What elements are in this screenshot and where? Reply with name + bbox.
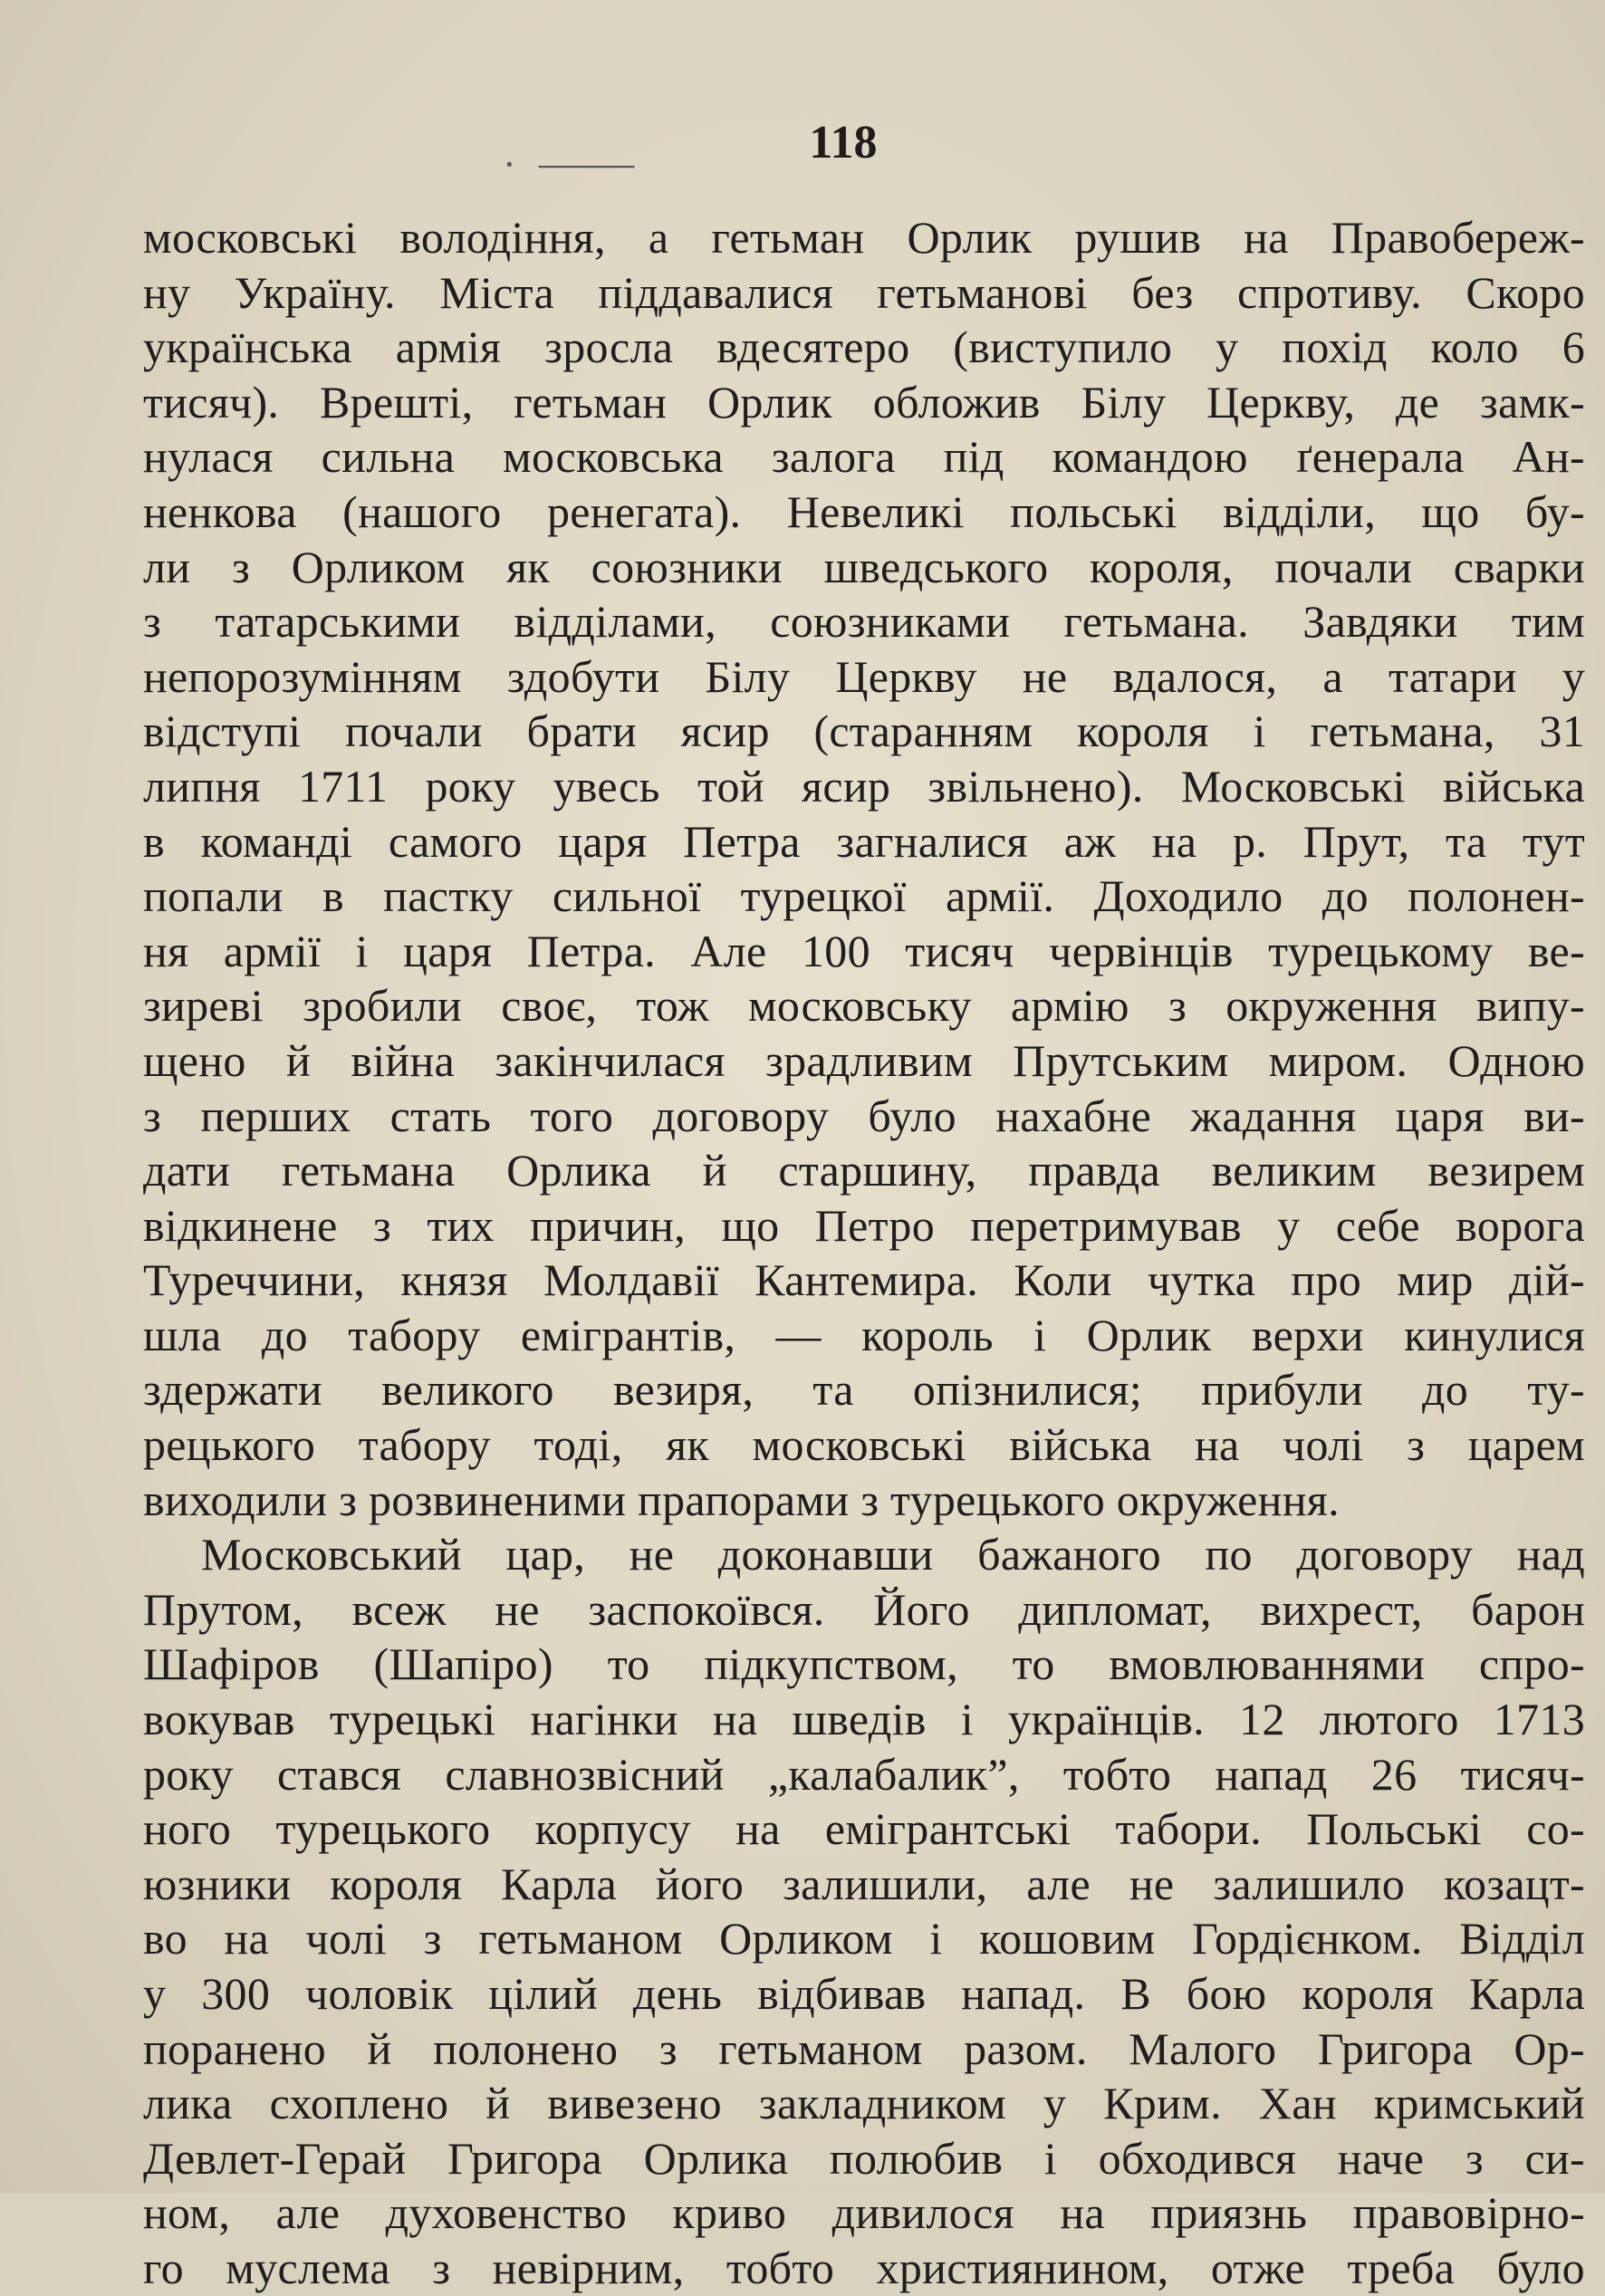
text-line: московські володіння, а гетьман Орлик рушив на Правобереж- — [143, 212, 1585, 263]
text-line: го муслема з невірним, тобто християнином, отже треба було — [143, 2242, 1585, 2293]
text-line: попали в пастку сильної турецкої армії. Доходило до полонен- — [143, 870, 1585, 922]
body-text — [143, 210, 1585, 2296]
text-line: здержати великого везиря, та опізнилися; прибули до ту- — [143, 1364, 1585, 1416]
text-line: Туреччини, князя Молдавії Кантемира. Коли чутка про мир дій- — [143, 1254, 1585, 1306]
text-line: з перших стать того договору було нахабне жадання царя ви- — [143, 1090, 1585, 1141]
text-line: Шафіров (Шапіро) то підкупством, то вмовлюваннями спро- — [143, 1638, 1585, 1690]
text-line: відкинене з тих причин, що Петро перетримував у себе ворога — [143, 1199, 1585, 1251]
text-line: непорозумінням здобути Білу Церкву не вдалося, а татари у — [143, 650, 1585, 702]
text-line: ном, але духовенство криво дивилося на приязнь правовірно- — [143, 2187, 1585, 2239]
text-line: відступі почали брати ясир (старанням короля і гетьмана, 31 — [143, 706, 1585, 757]
text-line: в команді самого царя Петра загналися аж на р. Прут, та тут — [143, 815, 1585, 867]
text-line: юзники короля Карла його залишили, але не залишило козацт- — [143, 1858, 1585, 1909]
text-line: рецького табору тоді, як московські війська на чолі з царем — [143, 1419, 1585, 1471]
text-line: Прутом, всеж не заспокоївся. Його дипломат, вихрест, барон — [143, 1583, 1585, 1635]
text-line: во на чолі з гетьманом Орликом і кошовим Гордієнком. Відділ — [143, 1913, 1585, 1965]
page-number: 118 — [809, 117, 878, 168]
text-line: щено й війна закінчилася зрадливим Прутським миром. Одною — [143, 1034, 1585, 1086]
text-line: зиреві зробили своє, тож московську армію з окруження випу- — [143, 980, 1585, 1032]
text-line: ну Україну. Міста піддавалися гетьманові без спротиву. Скоро — [143, 266, 1585, 318]
text-line: дати гетьмана Орлика й старшину, правда великим везирем — [143, 1145, 1585, 1196]
text-line: шла до табору емігрантів, — король і Орлик верхи кинулися — [143, 1309, 1585, 1360]
text-line: вокував турецькі нагінки на шведів і українців. 12 лютого 1713 — [143, 1694, 1585, 1745]
text-line: ного турецького корпусу на емігрантські табори. Польські со- — [143, 1803, 1585, 1855]
text-line: з татарськими відділами, союзниками гетьмана. Завдяки тим — [143, 596, 1585, 648]
text-line: лика схоплено й вивезено закладником у Крим. Хан кримський — [143, 2078, 1585, 2129]
text-line: Девлет-Герай Григора Орлика полюбив і обходився наче з си- — [143, 2132, 1585, 2184]
text-line: у 300 чоловік цілий день відбивав напад. В бою короля Карла — [143, 1968, 1585, 2019]
header-ornament: · ⸻ — [503, 142, 642, 187]
text-line: виходили з розвиненими прапорами з турецького окруження. — [143, 1474, 1340, 1525]
text-line: поранено й полонено з гетьманом разом. Малого Григора Ор- — [143, 2022, 1585, 2074]
text-line: тисяч). Врешті, гетьман Орлик обложив Білу Церкву, де замк- — [143, 376, 1585, 427]
text-line: Московський цар, не доконавши бажаного по договору над — [201, 1529, 1585, 1580]
text-line: українська армія зросла вдесятеро (виступило у похід коло 6 — [143, 322, 1585, 373]
text-line: року стався славнозвісний „калабалик”, тобто напад 26 тисяч- — [143, 1748, 1585, 1800]
text-line: ня армії і царя Петра. Але 100 тисяч червінців турецькому ве- — [143, 925, 1585, 976]
text-line: липня 1711 року увесь той ясир звільнено). Московські війська — [143, 760, 1585, 812]
text-line: ненкова (нашого ренегата). Невеликі польські відділи, що бу- — [143, 485, 1585, 537]
text-line: нулася сильна московська залога під командою ґенерала Ан- — [143, 431, 1585, 483]
text-line: ли з Орликом як союзники шведського короля, почали сварки — [143, 541, 1585, 592]
